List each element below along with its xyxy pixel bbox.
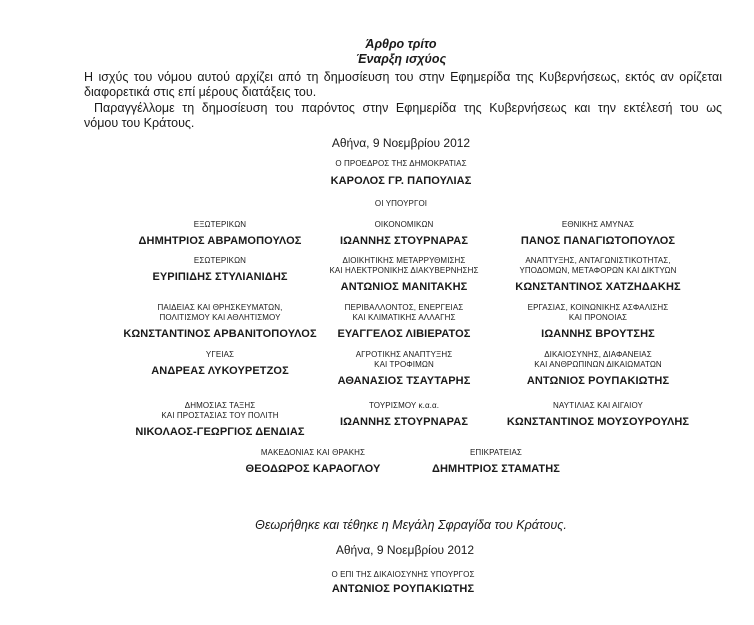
minister-signature — [366, 448, 626, 475]
ministry-label: ΚΑΙ ΤΡΟΦΙΜΩΝ — [374, 360, 434, 369]
minister-signature — [468, 303, 728, 340]
minister-name: ΙΩΑΝΝΗΣ ΣΤΟΥΡΝΑΡΑΣ — [339, 235, 469, 247]
minister-name: ΙΩΑΝΝΗΣ ΣΤΟΥΡΝΑΡΑΣ — [339, 416, 469, 428]
ministry-label: ΚΑΙ ΑΝΘΡΩΠΙΝΩΝ ΔΙΚΑΙΩΜΑΤΩΝ — [534, 360, 662, 369]
minister-name: ΕΥΡΙΠΙΔΗΣ ΣΤΥΛΙΑΝΙΔΗΣ — [152, 271, 288, 283]
minister-name: ΠΑΝΟΣ ΠΑΝΑΓΙΩΤΟΠΟΥΛΟΣ — [520, 235, 676, 247]
ministry-label: ΔΗΜΟΣΙΑΣ ΤΑΞΗΣ — [184, 401, 256, 410]
ministry-label: ΕΣΩΤΕΡΙΚΩΝ — [193, 256, 247, 265]
minister-name: ΙΩΑΝΝΗΣ ΒΡΟΥΤΣΗΣ — [541, 328, 655, 340]
ministry-label: ΕΞΩΤΕΡΙΚΩΝ — [193, 220, 247, 229]
ministry-label: ΕΡΓΑΣΙΑΣ, ΚΟΙΝΩΝΙΚΗΣ ΑΣΦΑΛΙΣΗΣ — [527, 303, 669, 312]
ministry-label: ΠΑΙΔΕΙΑΣ ΚΑΙ ΘΡΗΣΚΕΥΜΑΤΩΝ, — [157, 303, 283, 312]
justice-minister-title: Ο ΕΠΙ ΤΗΣ ΔΙΚΑΙΟΣΥΝΗΣ ΥΠΟΥΡΓΟΣ — [331, 570, 475, 579]
ministry-label: ΚΑΙ ΠΡΟΣΤΑΣΙΑΣ ΤΟΥ ΠΟΛΙΤΗ — [161, 411, 279, 420]
ministry-label: ΑΝΑΠΤΥΞΗΣ, ΑΝΤΑΓΩΝΙΣΤΙΚΟΤΗΤΑΣ, — [525, 256, 671, 265]
ministry-label: ΚΑΙ ΚΛΙΜΑΤΙΚΗΣ ΑΛΛΑΓΗΣ — [352, 313, 456, 322]
ministry-label: ΕΘΝΙΚΗΣ ΑΜΥΝΑΣ — [561, 220, 635, 229]
minister-name: ΚΩΝΣΤΑΝΤΙΝΟΣ ΑΡΒΑΝΙΤΟΠΟΥΛΟΣ — [123, 328, 317, 340]
ministry-label: ΥΠΟΔΟΜΩΝ, ΜΕΤΑΦΟΡΩΝ ΚΑΙ ΔΙΚΤΥΩΝ — [519, 266, 677, 275]
minister-signature — [468, 220, 728, 247]
ministry-label: ΑΓΡΟΤΙΚΗΣ ΑΝΑΠΤΥΞΗΣ — [355, 350, 453, 359]
seal-text: Θεωρήθηκε και τέθηκε η Μεγάλη Σφραγίδα του Κράτους. — [255, 518, 567, 532]
minister-name: ΚΩΝΣΤΑΝΤΙΝΟΣ ΜΟΥΣΟΥΡΟΥΛΗΣ — [506, 416, 690, 428]
minister-name: ΚΩΝΣΤΑΝΤΙΝΟΣ ΧΑΤΖΗΔΑΚΗΣ — [515, 281, 681, 293]
paragraph-2-line-2: νόμου του Κράτους. — [84, 116, 195, 130]
ministry-label: ΠΟΛΙΤΙΣΜΟΥ ΚΑΙ ΑΘΛΗΤΙΣΜΟΥ — [159, 313, 281, 322]
ministry-label: ΚΑΙ ΠΡΟΝΟΙΑΣ — [568, 313, 628, 322]
ministers-label: ΟΙ ΥΠΟΥΡΓΟΙ — [374, 199, 428, 208]
minister-signature — [468, 256, 728, 293]
minister-name: ΔΗΜΗΤΡΙΟΣ ΣΤΑΜΑΤΗΣ — [432, 463, 560, 475]
signing-date: Αθήνα, 9 Νοεμβρίου 2012 — [331, 136, 471, 150]
minister-name: ΝΙΚΟΛΑΟΣ-ΓΕΩΡΓΙΟΣ ΔΕΝΔΙΑΣ — [135, 426, 305, 438]
minister-name: ΑΝΤΩΝΙΟΣ ΜΑΝΙΤΑΚΗΣ — [340, 281, 468, 293]
ministry-label: ΝΑΥΤΙΛΙΑΣ ΚΑΙ ΑΙΓΑΙΟΥ — [553, 401, 643, 410]
ministry-label: ΟΙΚΟΝΟΜΙΚΩΝ — [374, 220, 434, 229]
ministry-label: ΠΕΡΙΒΑΛΛΟΝΤΟΣ, ΕΝΕΡΓΕΙΑΣ — [344, 303, 464, 312]
ministry-label: ΔΙΟΙΚΗΤΙΚΗΣ ΜΕΤΑΡΡΥΘΜΙΣΗΣ — [342, 256, 466, 265]
article-subheading: Έναρξη ισχύος — [355, 52, 447, 66]
ministry-label: ΤΟΥΡΙΣΜΟΥ κ.α.α. — [368, 401, 440, 410]
paragraph-1-line-2: διαφορετικά στις επί μέρους διατάξεις του. — [84, 85, 317, 99]
minister-signature — [468, 350, 728, 387]
minister-name: ΘΕΟΔΩΡΟΣ ΚΑΡΑΟΓΛΟΥ — [245, 463, 381, 475]
president-name: ΚΑΡΟΛΟΣ ΓΡ. ΠΑΠΟΥΛΙΑΣ — [330, 175, 472, 187]
minister-name: ΕΥΑΓΓΕΛΟΣ ΛΙΒΙΕΡΑΤΟΣ — [337, 328, 471, 340]
minister-name: ΔΗΜΗΤΡΙΟΣ ΑΒΡΑΜΟΠΟΥΛΟΣ — [138, 235, 302, 247]
ministry-label: ΕΠΙΚΡΑΤΕΙΑΣ — [470, 448, 522, 457]
ministry-label: ΚΑΙ ΗΛΕΚΤΡΟΝΙΚΗΣ ΔΙΑΚΥΒΕΡΝΗΣΗΣ — [329, 266, 479, 275]
paragraph-1-line-1: Η ισχύς του νόμου αυτού αρχίζει από τη δημοσίευση του στην Εφημερίδα της Κυβερνήσεως, εκτός αν ορίζεται — [84, 70, 722, 84]
paragraph-2-line-1: Παραγγέλλομε τη δημοσίευση του παρόντος στην Εφημερίδα της Κυβερνήσεως και την εκτέλεσή του ως — [94, 101, 722, 115]
ministry-label: ΔΙΚΑΙΟΣΥΝΗΣ, ΔΙΑΦΑΝΕΙΑΣ — [544, 350, 652, 359]
seal-date: Αθήνα, 9 Νοεμβρίου 2012 — [335, 543, 475, 557]
justice-minister-name: ΑΝΤΩΝΙΟΣ ΡΟΥΠΑΚΙΩΤΗΣ — [331, 583, 475, 595]
minister-signature — [468, 401, 728, 428]
ministry-label: ΜΑΚΕΔΟΝΙΑΣ ΚΑΙ ΘΡΑΚΗΣ — [260, 448, 366, 457]
minister-name: ΑΘΑΝΑΣΙΟΣ ΤΣΑΥΤΑΡΗΣ — [337, 375, 471, 387]
ministry-label: ΥΓΕΙΑΣ — [205, 350, 235, 359]
minister-name: ΑΝΔΡΕΑΣ ΛΥΚΟΥΡΕΤΖΟΣ — [151, 365, 289, 377]
president-title: Ο ΠΡΟΕΔΡΟΣ ΤΗΣ ΔΗΜΟΚΡΑΤΙΑΣ — [335, 159, 467, 168]
minister-name: ΑΝΤΩΝΙΟΣ ΡΟΥΠΑΚΙΩΤΗΣ — [526, 375, 670, 387]
article-heading: Άρθρο τρίτο — [365, 37, 437, 51]
